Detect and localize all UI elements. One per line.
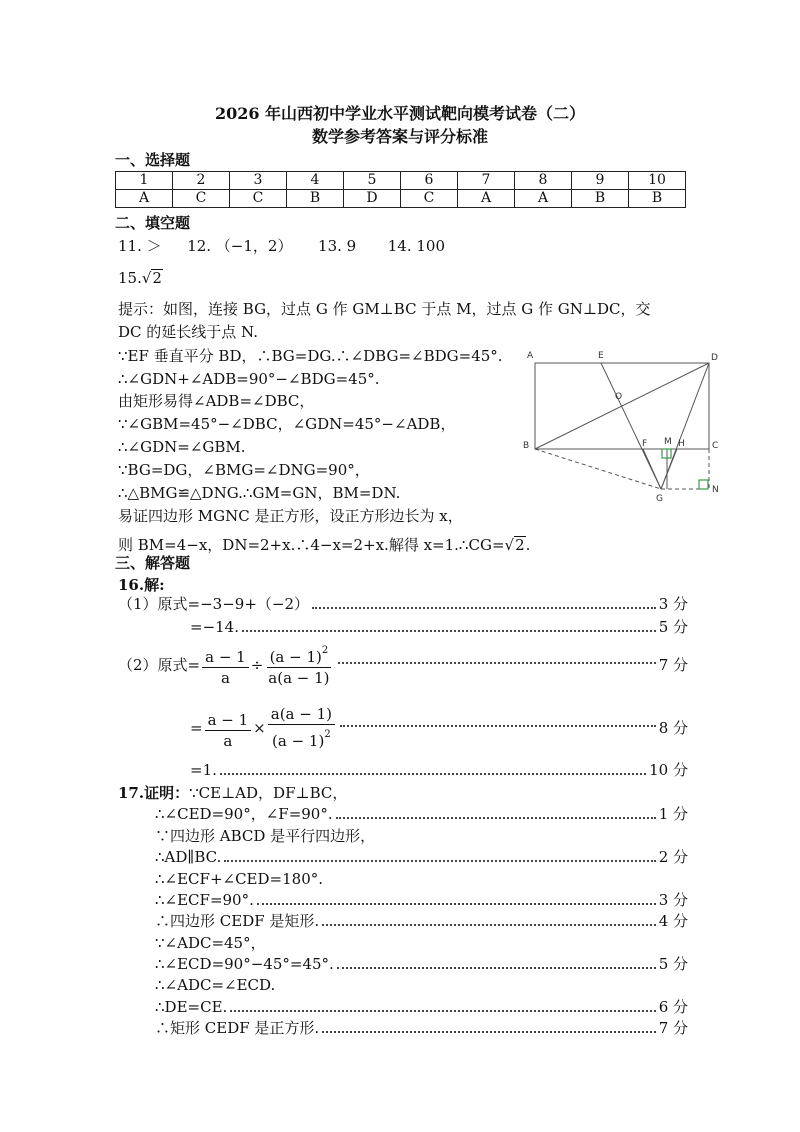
score-value: 1 分 xyxy=(658,805,688,823)
q17-line: ∴四边形 CEDF 是矩形. xyxy=(155,912,320,930)
q16-line-2: =−14. xyxy=(190,618,239,636)
fill-q11: 11. ＞ xyxy=(118,237,162,255)
line-fg xyxy=(643,449,661,489)
section-solution-heading: 三、解答题 xyxy=(115,554,191,572)
table-cell: B xyxy=(629,190,686,208)
q16-heading: 16.解: xyxy=(118,576,165,594)
leader-dots xyxy=(230,1010,655,1012)
answer-table xyxy=(115,171,686,208)
q17-heading: 17.证明： xyxy=(118,784,190,802)
leader-dots xyxy=(336,817,656,819)
section-fill-heading: 二、填空题 xyxy=(115,214,191,232)
score-line xyxy=(155,997,688,1017)
leader-dots xyxy=(322,924,656,926)
label-b: B xyxy=(523,441,530,451)
answer-table-number-row xyxy=(116,172,686,190)
table-cell: 2 xyxy=(173,172,230,190)
hint-line-final xyxy=(118,535,530,555)
leader-dots xyxy=(340,725,656,727)
fill-q15 xyxy=(118,268,163,288)
hint-line: 由矩形易得∠ADB=∠DBC， xyxy=(118,392,315,410)
geometry-figure xyxy=(515,345,730,505)
q17-line: ∴∠CED=90°，∠F=90°. xyxy=(155,805,333,823)
table-cell: 8 xyxy=(515,172,572,190)
label-f: F xyxy=(642,439,648,449)
label-g: G xyxy=(656,494,663,504)
table-cell: 7 xyxy=(458,172,515,190)
table-cell: 6 xyxy=(401,172,458,190)
hint-line: ∴△BMG≌△DNG.∴GM=GN，BM=DN. xyxy=(118,484,401,502)
table-cell: D xyxy=(344,190,401,208)
q17-line: ∴AD∥BC. xyxy=(155,848,222,866)
score-line xyxy=(190,705,688,751)
table-cell: 3 xyxy=(230,172,287,190)
hint-line: ∴∠GDN+∠ADB=90°−∠BDG=45°. xyxy=(118,370,380,388)
leader-dots xyxy=(322,1031,656,1033)
hint-line: 易证四边形 MGNC 是正方形，设正方形边长为 x， xyxy=(118,507,463,525)
q17-heading-line xyxy=(118,783,347,803)
fill-q15-label: 15. xyxy=(118,269,142,287)
hint-line: 提示：如图，连接 BG，过点 G 作 GM⊥BC 于点 M，过点 G 作 GN⊥DC，交 xyxy=(118,300,651,318)
q17-line: ∴DE=CE. xyxy=(155,998,228,1016)
table-cell: B xyxy=(572,190,629,208)
fill-q14: 14. 100 xyxy=(387,237,446,255)
fraction: $\frac{a - 1}{a}$ xyxy=(202,647,249,688)
label-d: D xyxy=(711,353,718,363)
leader-dots xyxy=(224,860,655,862)
label-a: A xyxy=(527,351,534,361)
q17-line: ∵∠ADC=45°， xyxy=(155,934,266,952)
q17-line: ∴∠ECF+∠CED=180°. xyxy=(155,870,324,888)
fraction: $\frac{(a - 1)^2}{a(a - 1)}$ xyxy=(265,641,332,688)
score-line xyxy=(190,617,688,637)
score-line xyxy=(155,890,688,910)
score-value: 7 分 xyxy=(658,656,688,674)
score-line xyxy=(155,911,688,931)
q17-line: ∴∠ADC=∠ECD. xyxy=(155,976,276,994)
q17-line: ∴∠ECF=90°. xyxy=(155,891,254,909)
table-cell: B xyxy=(287,190,344,208)
page-title: 2026 年山西初中学业水平测试靶向模考试卷（二） xyxy=(214,104,586,123)
equals-sign: = xyxy=(190,719,203,737)
score-value: 6 分 xyxy=(658,998,688,1016)
label-m: M xyxy=(664,437,672,447)
right-angle-mark-n xyxy=(699,480,708,489)
score-value: 3 分 xyxy=(658,595,688,613)
score-value: 2 分 xyxy=(658,848,688,866)
table-cell: 1 xyxy=(116,172,173,190)
fill-q13: 13. 9 xyxy=(318,237,357,255)
q17-line: ∴矩形 CEDF 是正方形. xyxy=(155,1019,320,1037)
hint-line: ∵EF 垂直平分 BD，∴BG=DG.∴∠DBG=∠BDG=45°. xyxy=(118,347,503,365)
score-line xyxy=(118,594,688,614)
label-n: N xyxy=(712,485,719,495)
leader-dots xyxy=(220,773,646,775)
hint-final-text: 则 BM=4−x，DN=2+x.∴4−x=2+x.解得 x=1.∴CG= xyxy=(118,536,505,554)
label-c: C xyxy=(712,441,719,451)
table-cell: C xyxy=(230,190,287,208)
label-h: H xyxy=(678,439,685,449)
label-o: O xyxy=(615,392,623,402)
score-value: 7 分 xyxy=(658,1019,688,1037)
leader-dots xyxy=(337,967,656,969)
score-value: 8 分 xyxy=(658,719,688,737)
table-cell: 9 xyxy=(572,172,629,190)
score-line xyxy=(155,1018,688,1038)
leader-dots xyxy=(242,630,656,632)
q17-given: ∵CE⊥AD，DF⊥BC， xyxy=(189,784,348,802)
table-cell: A xyxy=(458,190,515,208)
hint-line: ∵BG=DG，∠BMG=∠DNG=90°， xyxy=(118,461,370,479)
leader-dots xyxy=(312,607,656,609)
score-line xyxy=(118,642,688,688)
table-cell: 5 xyxy=(344,172,401,190)
table-cell: C xyxy=(173,190,230,208)
table-cell: 4 xyxy=(287,172,344,190)
answer-table-answer-row xyxy=(116,190,686,208)
hint-final-radicand: 2 xyxy=(515,536,525,554)
line-bg xyxy=(535,449,661,489)
sqrt-sign-icon: √ xyxy=(141,269,152,287)
times-sign: × xyxy=(253,719,266,737)
score-value: 5 分 xyxy=(658,618,688,636)
fraction: $\frac{a - 1}{a}$ xyxy=(205,710,252,751)
fill-answers xyxy=(118,236,445,256)
hint-final-period: . xyxy=(525,536,531,554)
table-cell: 10 xyxy=(629,172,686,190)
score-line xyxy=(155,954,688,974)
score-line xyxy=(155,847,688,867)
q17-line: ∵四边形 ABCD 是平行四边形， xyxy=(155,827,376,845)
fill-q15-radicand: 2 xyxy=(152,269,162,287)
score-value: 4 分 xyxy=(658,912,688,930)
leader-dots xyxy=(338,662,656,664)
table-cell: A xyxy=(116,190,173,208)
leader-dots xyxy=(257,903,656,905)
score-value: 3 分 xyxy=(658,891,688,909)
table-cell: A xyxy=(515,190,572,208)
fraction: $\frac{a(a - 1)}{(a - 1)^2}$ xyxy=(268,704,335,751)
hint-line: ∴∠GDN=∠GBM. xyxy=(118,438,246,456)
q17-line: ∴∠ECD=90°−45°=45°. xyxy=(155,955,334,973)
q16-line-1: （1）原式=−3−9+（−2） xyxy=(118,595,310,613)
score-value: 10 分 xyxy=(649,761,688,779)
page-subtitle: 数学参考答案与评分标准 xyxy=(311,127,488,146)
q16-part2-label: （2）原式= xyxy=(118,656,201,674)
divide-sign: ÷ xyxy=(250,656,264,674)
score-line xyxy=(155,804,688,824)
score-line xyxy=(190,760,688,780)
table-cell: C xyxy=(401,190,458,208)
q16-line-5: =1. xyxy=(190,761,217,779)
section-choice-heading: 一、选择题 xyxy=(115,151,191,169)
label-e: E xyxy=(598,351,604,361)
score-value: 5 分 xyxy=(658,955,688,973)
line-gh xyxy=(661,449,677,489)
fill-q12: 12. （−1，2） xyxy=(187,237,293,255)
hint-line: DC 的延长线于点 N. xyxy=(118,323,258,341)
sqrt-sign-icon: √ xyxy=(504,536,515,554)
hint-line: ∵∠GBM=45°−∠DBC，∠GDN=45°−∠ADB， xyxy=(118,415,456,433)
